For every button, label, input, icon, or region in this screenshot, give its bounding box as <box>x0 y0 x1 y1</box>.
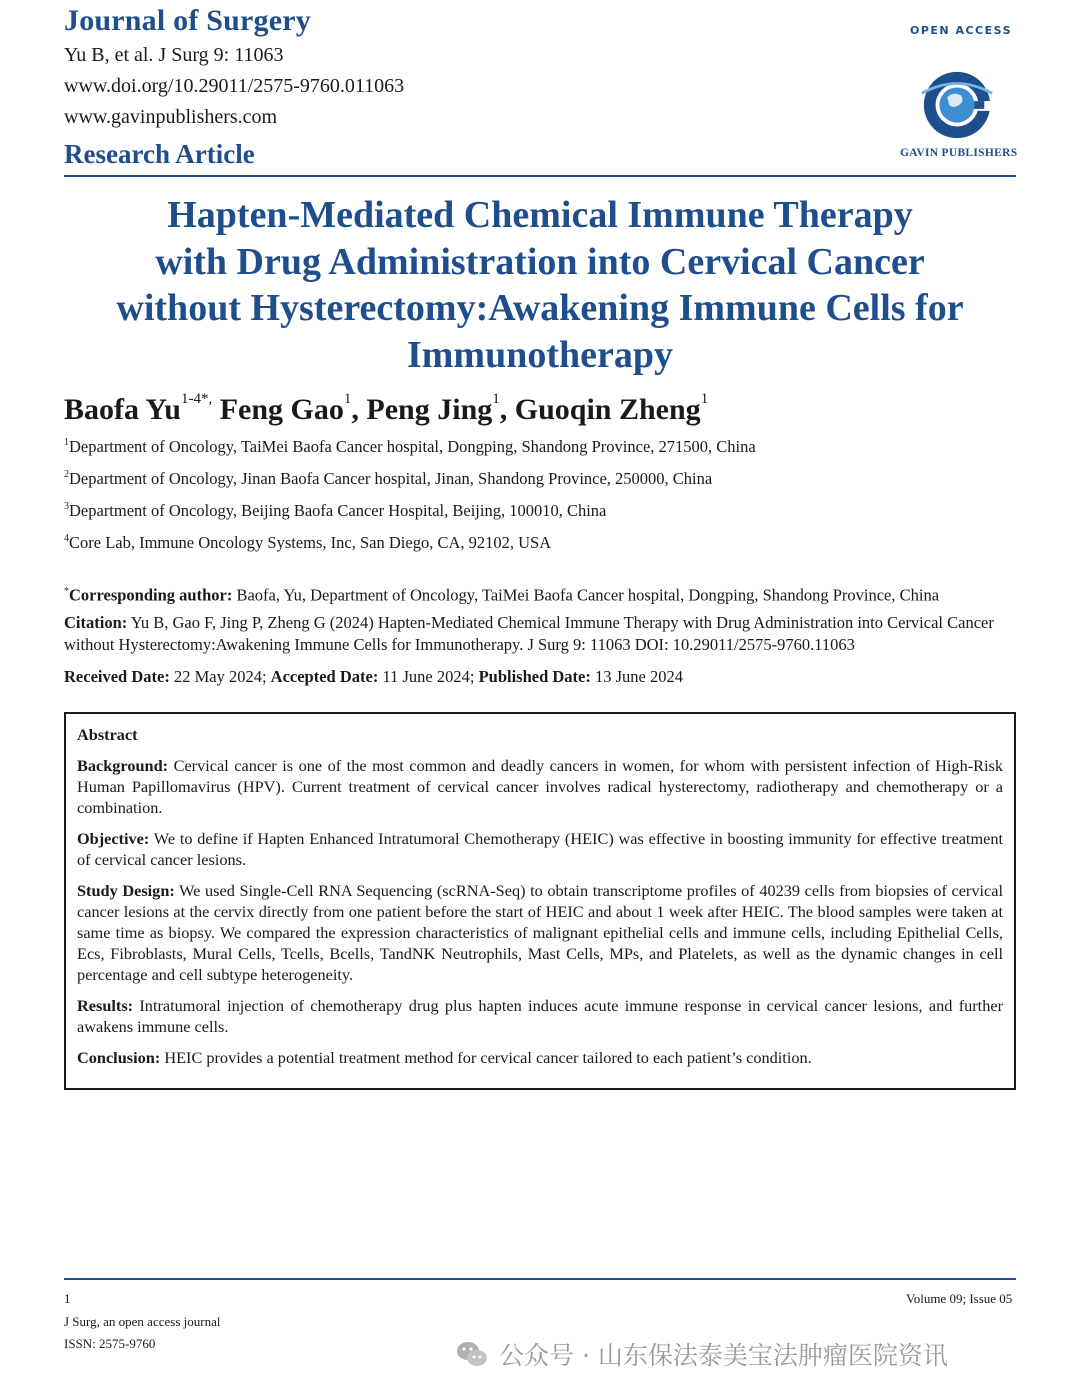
accepted-date: 11 June 2024; <box>378 667 479 686</box>
section-text: Cervical cancer is one of the most common and deadly cancers in women, for whom with persistent infection of High-Risk Human Papillomavirus (HPV). Current treatment of cervical cancer involves radical hysterectomy, radiotherapy and chemotherapy or a combination. <box>77 756 1003 817</box>
abstract-background <box>77 755 1003 818</box>
abstract-results <box>77 995 1003 1037</box>
title-line: with Drug Administration into Cervical Cancer <box>155 240 925 283</box>
abstract-study-design <box>77 880 1003 985</box>
page-number: 1 <box>64 1291 71 1306</box>
affiliation <box>64 437 756 457</box>
section-label: Conclusion: <box>77 1048 161 1067</box>
affiliation <box>64 533 551 553</box>
affiliation-text: Department of Oncology, TaiMei Baofa Cancer hospital, Dongping, Shandong Province, 271500, China <box>69 437 756 456</box>
author-name: Guoqin Zheng <box>514 393 701 426</box>
section-label: Results: <box>77 996 134 1015</box>
section-text: We to define if Hapten Enhanced Intratumoral Chemotherapy (HEIC) was effective in boosting immunity for effective treatment of cervical cancer lesions. <box>77 829 1003 869</box>
affiliation-mark: 1 <box>64 437 69 448</box>
section-label: Objective: <box>77 829 150 848</box>
author-name: Baofa Yu <box>64 393 181 426</box>
journal-name: Journal of Surgery <box>64 4 311 37</box>
corresponding-author <box>64 581 1020 607</box>
author-affiliation-mark: 1 <box>700 391 709 407</box>
affiliation-mark: 3 <box>64 501 69 512</box>
article-title <box>64 192 1016 378</box>
received-date: 22 May 2024; <box>169 667 271 686</box>
section-text: Intratumoral injection of chemotherapy drug plus hapten induces acute immune response in cervical cancer lesions, and further awakens immune cells. <box>77 996 1003 1036</box>
doi-link[interactable]: www.doi.org/10.29011/2575-9760.011063 <box>64 75 405 97</box>
watermark-text: 公众号 · 山东保法泰美宝法肿瘤医院资讯 <box>499 1341 948 1370</box>
header-divider <box>64 175 1016 177</box>
citation-label: Citation: <box>64 613 128 632</box>
wechat-watermark <box>455 1334 948 1374</box>
abstract-heading: Abstract <box>77 725 138 744</box>
affiliation-text: Department of Oncology, Jinan Baofa Cancer hospital, Jinan, Shandong Province, 250000, China <box>69 469 713 488</box>
publisher-link[interactable]: www.gavinpublishers.com <box>64 106 278 128</box>
dates <box>64 666 1020 688</box>
published-label: Published Date: <box>478 667 591 686</box>
footer-issn: ISSN: 2575-9760 <box>64 1336 156 1351</box>
citation-short: Yu B, et al. J Surg 9: 11063 <box>64 44 284 66</box>
affiliation-text: Core Lab, Immune Oncology Systems, Inc, San Diego, CA, 92102, USA <box>69 533 552 552</box>
title-line: without Hysterectomy:Awakening Immune Cells for <box>116 287 964 329</box>
section-text: We used Single-Cell RNA Sequencing (scRNA-Seq) to obtain transcriptome profiles of 40239 cells from biopsies of cervical cancer lesions at the cervix directly from one patient before the start of HEIC and about 1 week after HEIC. The blood samples were taken at same time as biopsy. We compared the expression characteristics of malignant epithelial cells and immune cells, including Epithelial Cells, Ecs, Fibroblasts, Mural Cells, Tcells, Bcells, TandNK Neutrophils, Mast Cells, MPs, and Platelets, as well as the dynamic changes in cell percentage and cell subtype heterogeneity. <box>77 881 1003 984</box>
author-name: Peng Jing <box>366 393 493 426</box>
citation-text: Yu B, Gao F, Jing P, Zheng G (2024) Hapten-Mediated Chemical Immune Therapy with Drug Administration into Cervical Cancer without Hysterectomy:Awakening Immune Cells for Immunotherapy. J Surg 9: 11063 DOI: 10.29011/2575-9760.11063 <box>64 613 994 654</box>
affiliation-mark: 2 <box>64 469 69 480</box>
corresponding-mark: * <box>64 586 69 597</box>
abstract-conclusion <box>77 1047 1003 1068</box>
author-list: Baofa $Yu^{1-4*,}$ Feng Gao$^1$, Peng Jing$^1$, Guoqin Zheng$^1$ <box>64 391 709 426</box>
affiliation-text: Department of Oncology, Beijing Baofa Cancer Hospital, Beijing, 100010, China <box>69 501 607 520</box>
section-label: Study Design: <box>77 881 175 900</box>
author-affiliation-mark: 1-4*, <box>180 391 213 407</box>
received-label: Received Date: <box>64 667 170 686</box>
affiliation-mark: 4 <box>64 533 69 544</box>
citation <box>64 612 1020 656</box>
corresponding-text: Baofa, Yu, Department of Oncology, TaiMei Baofa Cancer hospital, Dongping, Shandong Province, China <box>232 585 940 605</box>
open-access-label: OPEN ACCESS <box>910 24 1012 37</box>
publisher-name: GAVIN PUBLISHERS <box>900 147 1018 159</box>
abstract-objective <box>77 828 1003 870</box>
affiliation <box>64 501 606 521</box>
gavin-publishers-logo-icon <box>918 66 996 144</box>
author-affiliation-mark: 1 <box>492 391 500 407</box>
affiliation <box>64 469 712 489</box>
title-line: Hapten-Mediated Chemical Immune Therapy <box>167 194 913 236</box>
published-date: 13 June 2024 <box>590 667 683 686</box>
wechat-icon <box>455 1337 489 1371</box>
section-label: Background: <box>77 756 169 775</box>
footer-volume: Volume 09; Issue 05 <box>906 1291 1013 1306</box>
corresponding-label: Corresponding author: <box>69 585 233 605</box>
abstract-box <box>64 712 1016 1090</box>
author-affiliation-mark: 1 <box>343 391 352 407</box>
author-name: Feng Gao <box>219 393 344 426</box>
accepted-label: Accepted Date: <box>270 667 379 686</box>
footer-divider <box>64 1278 1016 1280</box>
title-line: Immunotherapy <box>406 333 674 376</box>
footer-journal: J Surg, an open access journal <box>64 1314 221 1329</box>
article-type: Research Article <box>64 139 255 169</box>
section-text: HEIC provides a potential treatment method for cervical cancer tailored to each patient’s condition. <box>160 1048 812 1067</box>
